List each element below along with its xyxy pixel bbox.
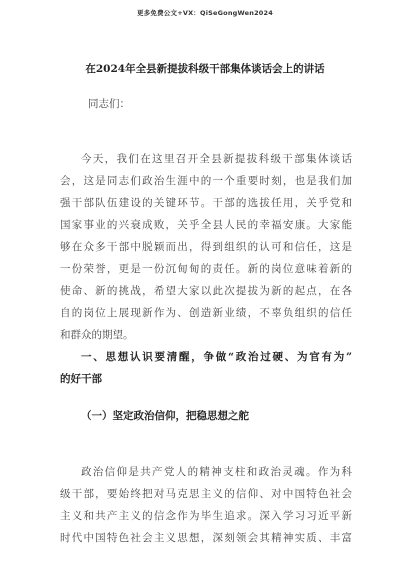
subsection-heading: （一）坚定政治信仰，把稳思想之舵 bbox=[81, 410, 249, 422]
paragraph1-line: 会，这是同志们政治生涯中的一个重要时刻，也是我们加 bbox=[60, 175, 352, 187]
section-heading: 一、思想认识要清醒，争做“政治过硬、为官有为” bbox=[81, 351, 352, 363]
header-note: 更多免费公文+VX：QiSeGongWen2024 bbox=[137, 9, 273, 17]
paragraph2-line: 政治信仰是共产党人的精神支柱和政治灵魂。作为科 bbox=[81, 466, 352, 478]
paragraph2-line: 时代中国特色社会主义思想，深刻领会其精神实质、丰富 bbox=[60, 532, 352, 544]
paragraph1-line: 使命、新的挑战，希望大家以此次提拔为新的起点，在各 bbox=[60, 285, 352, 297]
paragraph1-line: 和群众的期望。 bbox=[60, 329, 134, 341]
paragraph1-line: 国家事业的兴衰成败，关乎全县人民的幸福安康。大家能 bbox=[60, 219, 352, 231]
salutation: 同志们： bbox=[88, 98, 130, 110]
document-title: 在2024年全县新提拔科级干部集体谈话会上的讲话 bbox=[85, 63, 325, 75]
paragraph1-line: 自的岗位上展现新作为、创造新业绩，不辜负组织的信任 bbox=[60, 307, 352, 319]
section-heading-continued: 的好干部 bbox=[60, 373, 102, 385]
paragraph1-line: 强干部队伍建设的关键环节。干部的选拔任用，关乎党和 bbox=[60, 197, 352, 209]
paragraph1-line: 够在众多干部中脱颖而出，得到组织的认可和信任，这是 bbox=[60, 241, 352, 253]
paragraph2-line: 主义和共产主义的信念作为毕生追求。深入学习习近平新 bbox=[60, 510, 352, 522]
paragraph1-line: 一份荣誉，更是一份沉甸甸的责任。新的岗位意味着新的 bbox=[60, 263, 352, 275]
paragraph2-line: 级干部，要始终把对马克思主义的信仰、对中国特色社会 bbox=[60, 488, 352, 500]
paragraph1-line: 今天，我们在这里召开全县新提拔科级干部集体谈话 bbox=[81, 153, 352, 165]
